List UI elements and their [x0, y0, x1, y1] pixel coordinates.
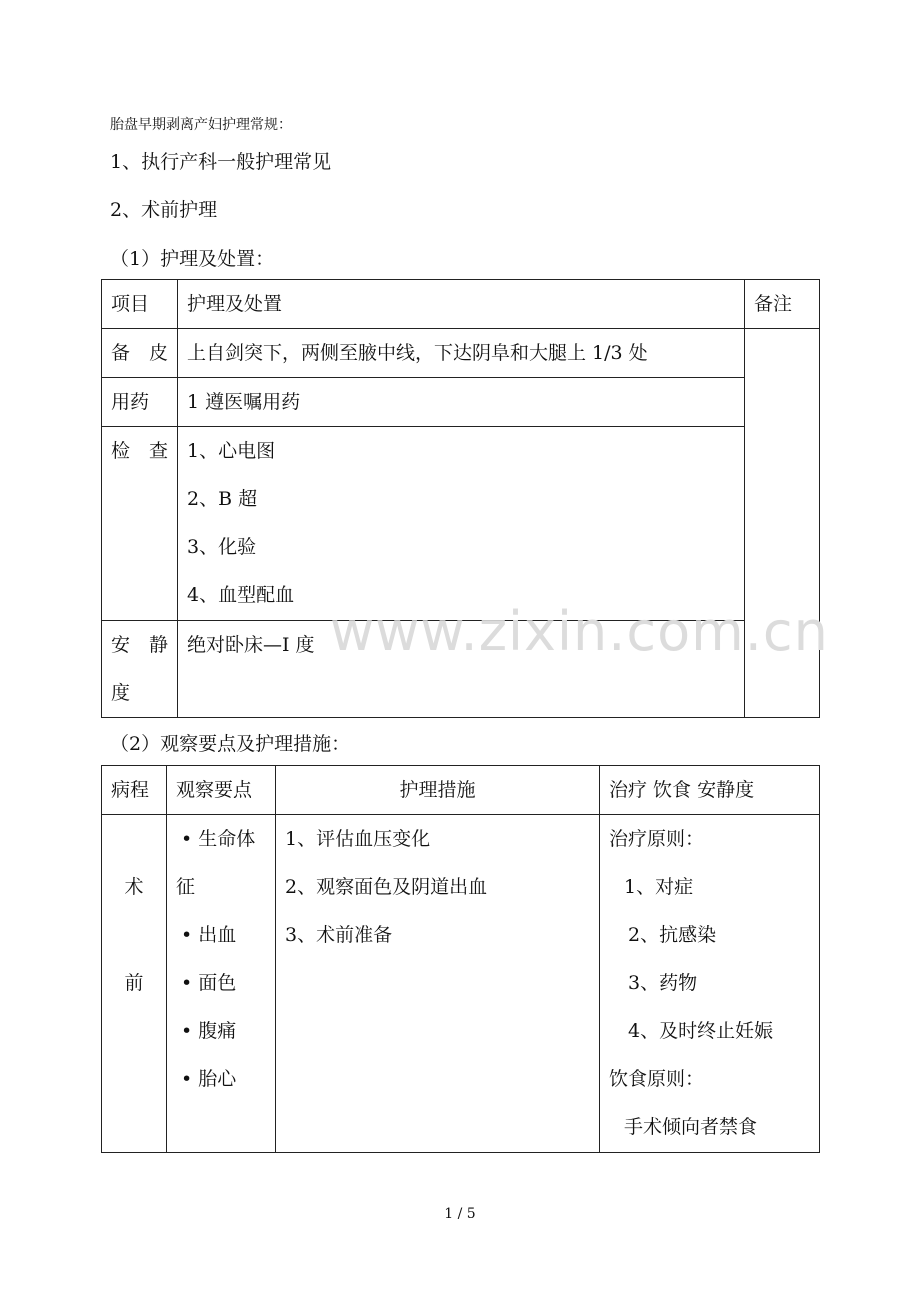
table1-row-content: 绝对卧床—I 度	[178, 621, 745, 718]
section-item-2: 2、术前护理	[110, 199, 218, 221]
table1-header-procedure: 护理及处置	[178, 280, 745, 329]
table1-header-remarks: 备注	[745, 280, 820, 329]
page-number: 1 / 5	[444, 1206, 476, 1222]
table2-points-cell: • 生命体 征 • 出血 • 面色 • 腹痛 • 胎心	[167, 815, 276, 1153]
observation-measures-table	[101, 765, 820, 1153]
table2-header-points: 观察要点	[167, 766, 276, 815]
document-title: 胎盘早期剥离产妇护理常规：	[110, 117, 292, 133]
table2-stage-cell: 术 前	[102, 815, 167, 1153]
table1-row-label: 安 静 度	[102, 621, 178, 718]
section-item-1: 1、执行产科一般护理常见	[110, 151, 332, 173]
table1-header-item: 项目	[102, 280, 178, 329]
table1-row-content: 1 遵医嘱用药	[178, 378, 745, 427]
subsection-2-heading: （2）观察要点及护理措施：	[110, 733, 351, 755]
table2-treatment-cell: 治疗原则： 1、对症 2、抗感染 3、药物 4、及时终止妊娠 饮食原则： 手术倾向者禁食	[600, 815, 820, 1153]
table1-row-label: 用药	[102, 378, 178, 427]
table1-row-label: 备 皮	[102, 329, 178, 378]
table1-row-content: 上自剑突下，两侧至腋中线，下达阴阜和大腿上 1/3 处	[178, 329, 745, 378]
watermark: www.zixin.com.cn	[330, 600, 829, 663]
table2-header-treatment: 治疗 饮食 安静度	[600, 766, 820, 815]
table1-row-label: 检 查	[102, 427, 178, 621]
table1-row-content: 1、心电图 2、B 超 3、化验 4、血型配血	[178, 427, 745, 621]
subsection-1-heading: （1）护理及处置：	[110, 248, 275, 270]
table2-header-measures: 护理措施	[276, 766, 600, 815]
table2-measures-cell: 1、评估血压变化 2、观察面色及阴道出血 3、术前准备	[276, 815, 600, 1153]
table2-header-stage: 病程	[102, 766, 167, 815]
